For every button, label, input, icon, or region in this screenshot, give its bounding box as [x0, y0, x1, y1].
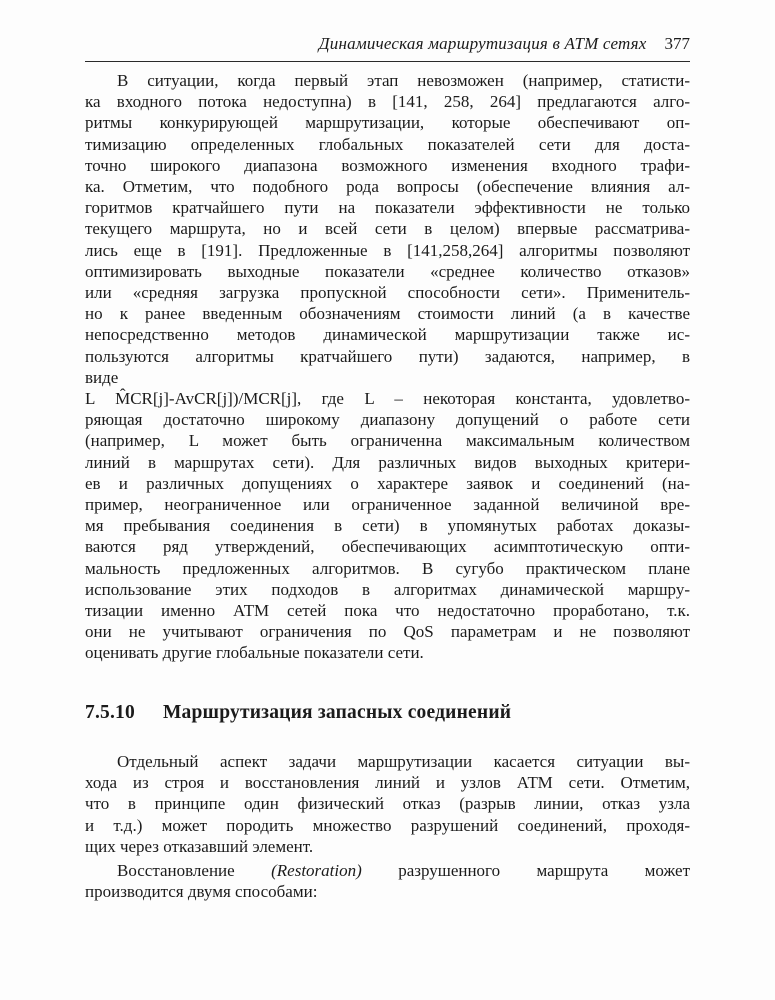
text-line: тизации именно АТМ сетей пока что недостаточно проработано, т.к. — [85, 601, 690, 621]
text-line: что в принципе один физический отказ (разрыв линии, отказ узла — [85, 794, 690, 814]
text-line: ка. Отметим, что подобного рода вопросы (обеспечение влияния ал- — [85, 177, 690, 197]
text-line: тимизацию определенных глобальных показателей сети для доста- — [85, 134, 690, 154]
text-line: точно широкого диапазона возможного изменения входного трафи- — [85, 155, 690, 175]
text-line: использование этих подходов в алгоритмах динамической маршру- — [85, 579, 690, 599]
section-heading — [85, 702, 690, 724]
body-text-block — [85, 70, 690, 664]
text-line: Отдельный аспект задачи маршрутизации касается ситуации вы- — [117, 752, 690, 771]
text-line: и т.д.) может породить множество разрушений соединений, проходя- — [85, 815, 690, 835]
text-line — [85, 860, 690, 881]
text-segment: разрушенного маршрута может — [361, 861, 690, 880]
text-line: виде — [85, 367, 119, 387]
body-text-block — [85, 860, 690, 902]
running-header — [85, 34, 690, 54]
running-header-title: Динамическая маршрутизация в АТМ сетях — [318, 34, 647, 53]
italic-text: (Restoration) — [271, 861, 362, 880]
text-line: непосредственно методов динамической маршрутизации также ис- — [85, 325, 690, 345]
text-line: ка входного потока недоступна) в [141, 258, 264] предлагаются алго- — [85, 92, 690, 112]
text-line: хода из строя и восстановления линий и узлов АТМ сети. Отметим, — [85, 773, 690, 793]
text-line: ритмы конкурирующей маршрутизации, которые обеспечивают оп- — [85, 113, 690, 133]
text-line: L M̂CR[j]-AvCR[j])/MCR[j], где L – некоторая константа, удовлетво- — [85, 389, 690, 409]
paragraph-1 — [85, 70, 690, 388]
text-line: линий в маршрутах сети). Для различных видов выходных критери- — [85, 452, 690, 472]
text-line: пример, неограниченное или ограниченное заданной величиной вре- — [85, 495, 690, 515]
text-line: мальность предложенных алгоритмов. В сугубо практическом плане — [85, 558, 690, 578]
text-line: лись еще в [191]. Предложенные в [141,258,264] алгоритмы позволяют — [85, 240, 690, 260]
text-line: (например, L может быть ограниченна максимальным количеством — [85, 431, 690, 451]
text-line: оптимизировать выходные показатели «среднее количество отказов» — [85, 261, 690, 281]
text-line: щих через отказавший элемент. — [85, 836, 314, 856]
text-line: оценивать другие глобальные показатели сети. — [85, 643, 424, 663]
body-text-block — [85, 751, 690, 857]
text-line: мя пребывания соединения в сети) в упомянутых работах доказы- — [85, 516, 690, 536]
text-line: ваются ряд утверждений, обеспечивающих асимптотическую опти- — [85, 537, 690, 557]
text-line: ев и различных допущениях о характере заявок и соединений (на- — [85, 473, 690, 493]
paragraph-2-formula — [85, 388, 690, 664]
text-line: текущего маршрута, но и всей сети в целом) впервые рассматрива- — [85, 219, 690, 239]
text-line: или «средняя загрузка пропускной способности сети». Применитель- — [85, 283, 690, 303]
text-line: пользуются алгоритмы кратчайшего пути) задаются, например, в — [85, 346, 690, 366]
text-line: ряющая достаточно широкому диапазону допущений о работе сети — [85, 410, 690, 430]
text-segment: Восстановление — [117, 861, 272, 880]
section-number: 7.5.10 — [85, 702, 135, 723]
paragraph-3 — [85, 751, 690, 857]
paragraph-4 — [85, 860, 690, 902]
text-line: они не учитывают ограничения по QoS параметрам и не позволяют — [85, 622, 690, 642]
text-line: но к ранее введенным обозначениям стоимости линий (а в качестве — [85, 304, 690, 324]
header-rule — [85, 61, 690, 62]
text-line: производится двумя способами: — [85, 882, 318, 902]
page-number: 377 — [664, 34, 690, 53]
section-title: Маршрутизация запасных соединений — [162, 702, 512, 723]
text-line: В ситуации, когда первый этап невозможен (например, статисти- — [117, 71, 690, 90]
text-line: горитмов кратчайшего пути на показатели эффективности не только — [85, 198, 690, 218]
